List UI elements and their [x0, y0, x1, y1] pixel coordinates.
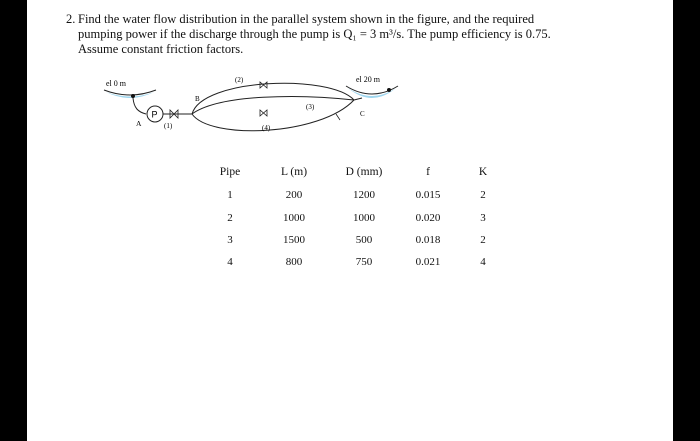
cell-length: 1500 — [283, 234, 305, 246]
pipe-3-label: (3) — [306, 103, 315, 111]
pipe-4-valve-icon — [260, 110, 267, 116]
problem-line-2: pumping power if the discharge through the pump is Q₁ = 3 m³/s. The pump efficiency is 0.75. — [78, 27, 551, 41]
cell-diameter: 1000 — [353, 212, 375, 224]
pipe-1-label: (1) — [164, 122, 173, 130]
pipe-4-label: (4) — [262, 124, 271, 132]
pipe-network-diagram — [100, 74, 420, 156]
left-black-border — [0, 0, 27, 441]
pipe-4-flow-mark — [336, 114, 340, 120]
cell-k: 4 — [480, 256, 486, 268]
pump-label: P — [151, 109, 158, 120]
right-black-border — [673, 0, 700, 441]
pipe-3 — [192, 97, 354, 114]
pipe-2-label: (2) — [235, 76, 244, 84]
header-pipe: Pipe — [219, 166, 241, 178]
pipe-1-inlet — [133, 98, 146, 114]
node-b-label: B — [195, 95, 200, 103]
cell-diameter: 1200 — [353, 189, 375, 201]
problem-line-3: Assume constant friction factors. — [78, 42, 244, 56]
cell-friction: 0.018 — [415, 234, 441, 246]
left-elevation-label: el 0 m — [106, 79, 126, 88]
cell-pipe: 2 — [227, 212, 233, 224]
cell-k: 2 — [480, 189, 486, 201]
cell-length: 200 — [285, 189, 303, 201]
problem-number: 2. — [66, 12, 76, 26]
cell-friction: 0.021 — [415, 256, 441, 268]
node-c-label: C — [360, 110, 365, 118]
pipe-2 — [192, 83, 354, 114]
node-a-label: A — [136, 119, 142, 128]
right-reservoir-marker — [387, 88, 391, 92]
header-friction: f — [426, 166, 430, 178]
cell-pipe: 1 — [227, 189, 233, 201]
cell-length: 800 — [285, 256, 303, 268]
problem-line-1: Find the water flow distribution in the parallel system shown in the figure, and the required — [78, 12, 535, 26]
cell-diameter: 750 — [355, 256, 373, 268]
cell-k: 3 — [480, 212, 486, 224]
cell-pipe: 3 — [227, 234, 233, 246]
right-elevation-label: el 20 m — [356, 75, 380, 84]
cell-k: 2 — [480, 234, 486, 246]
left-reservoir-marker — [131, 94, 135, 98]
cell-friction: 0.020 — [415, 212, 441, 224]
pipe-network-figure — [100, 74, 420, 156]
pipe-4 — [192, 100, 354, 131]
pipe-2-valve-icon — [260, 82, 267, 88]
problem-statement — [66, 12, 638, 57]
header-diameter: D (mm) — [345, 166, 383, 178]
header-length: L (m) — [280, 166, 308, 178]
cell-diameter: 500 — [355, 234, 373, 246]
cell-length: 1000 — [283, 212, 305, 224]
pipe-to-right-reservoir — [354, 98, 362, 100]
cell-friction: 0.015 — [415, 189, 441, 201]
cell-pipe: 4 — [227, 256, 233, 268]
header-k: K — [478, 166, 488, 178]
